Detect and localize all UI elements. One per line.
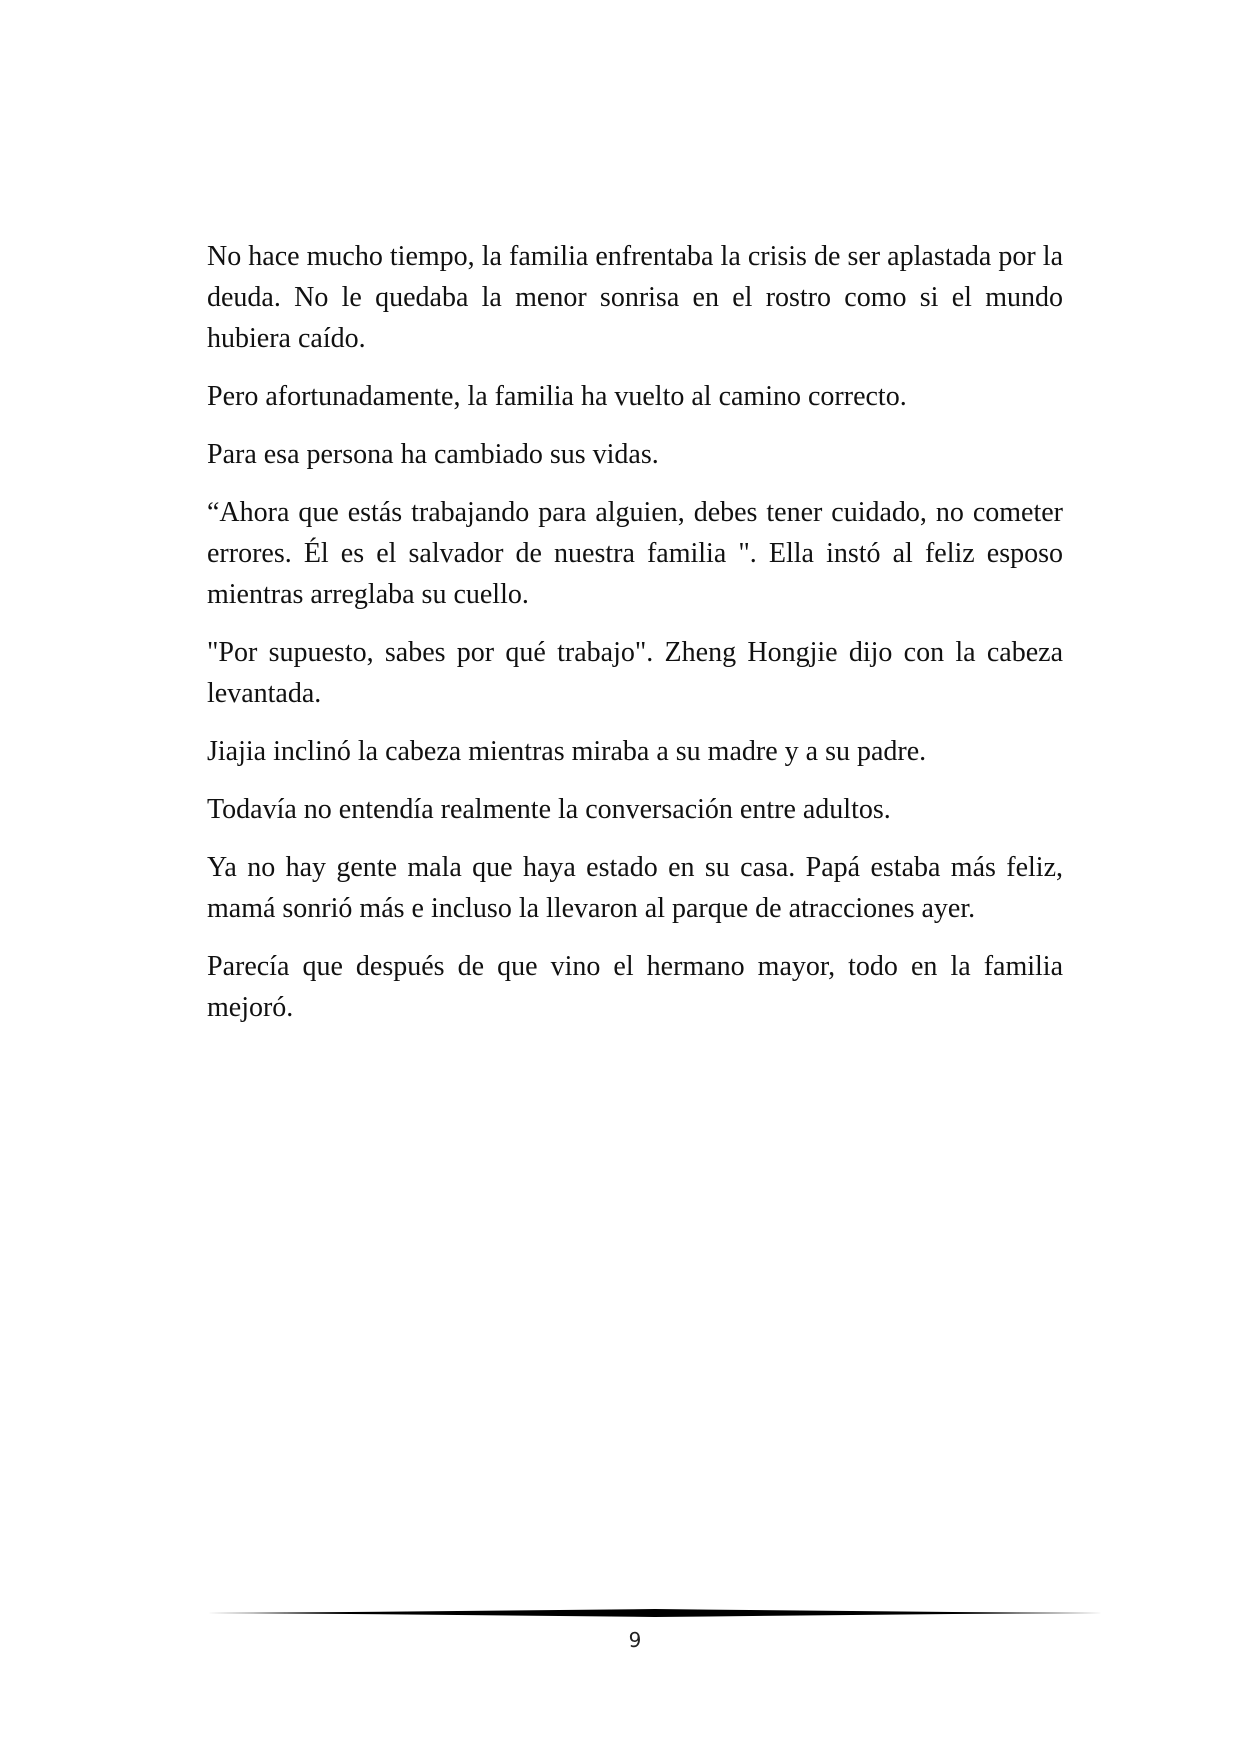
paragraph: Ya no hay gente mala que haya estado en su casa. Papá estaba más feliz, mamá sonrió más e incluso la llevaron al parque de atracciones ayer. xyxy=(207,852,1063,924)
paragraph: Parecía que después de que vino el hermano mayor, todo en la familia mejoró. xyxy=(207,951,1063,1023)
page-number: 9 xyxy=(628,1628,642,1652)
paragraph: Jiajia inclinó la cabeza mientras miraba a su madre y a su padre. xyxy=(207,736,927,767)
paragraph: “Ahora que estás trabajando para alguien, debes tener cuidado, no cometer errores. Él es el salvador de nuestra familia ". Ella instó al feliz esposo mientras arreglaba su cuello. xyxy=(207,497,1063,610)
body-text xyxy=(207,236,1063,1045)
paragraph: No hace mucho tiempo, la familia enfrentaba la crisis de ser aplastada por la deuda. No le quedaba la menor sonrisa en el rostro como si el mundo hubiera caído. xyxy=(207,241,1063,354)
paragraph: "Por supuesto, sabes por qué trabajo". Zheng Hongjie dijo con la cabeza levantada. xyxy=(207,637,1063,709)
paragraph: Pero afortunadamente, la familia ha vuelto al camino correcto. xyxy=(207,381,907,412)
paragraph: Todavía no entendía realmente la conversación entre adultos. xyxy=(207,794,891,825)
footer-divider xyxy=(207,1606,1103,1620)
paragraph: Para esa persona ha cambiado sus vidas. xyxy=(207,439,659,470)
